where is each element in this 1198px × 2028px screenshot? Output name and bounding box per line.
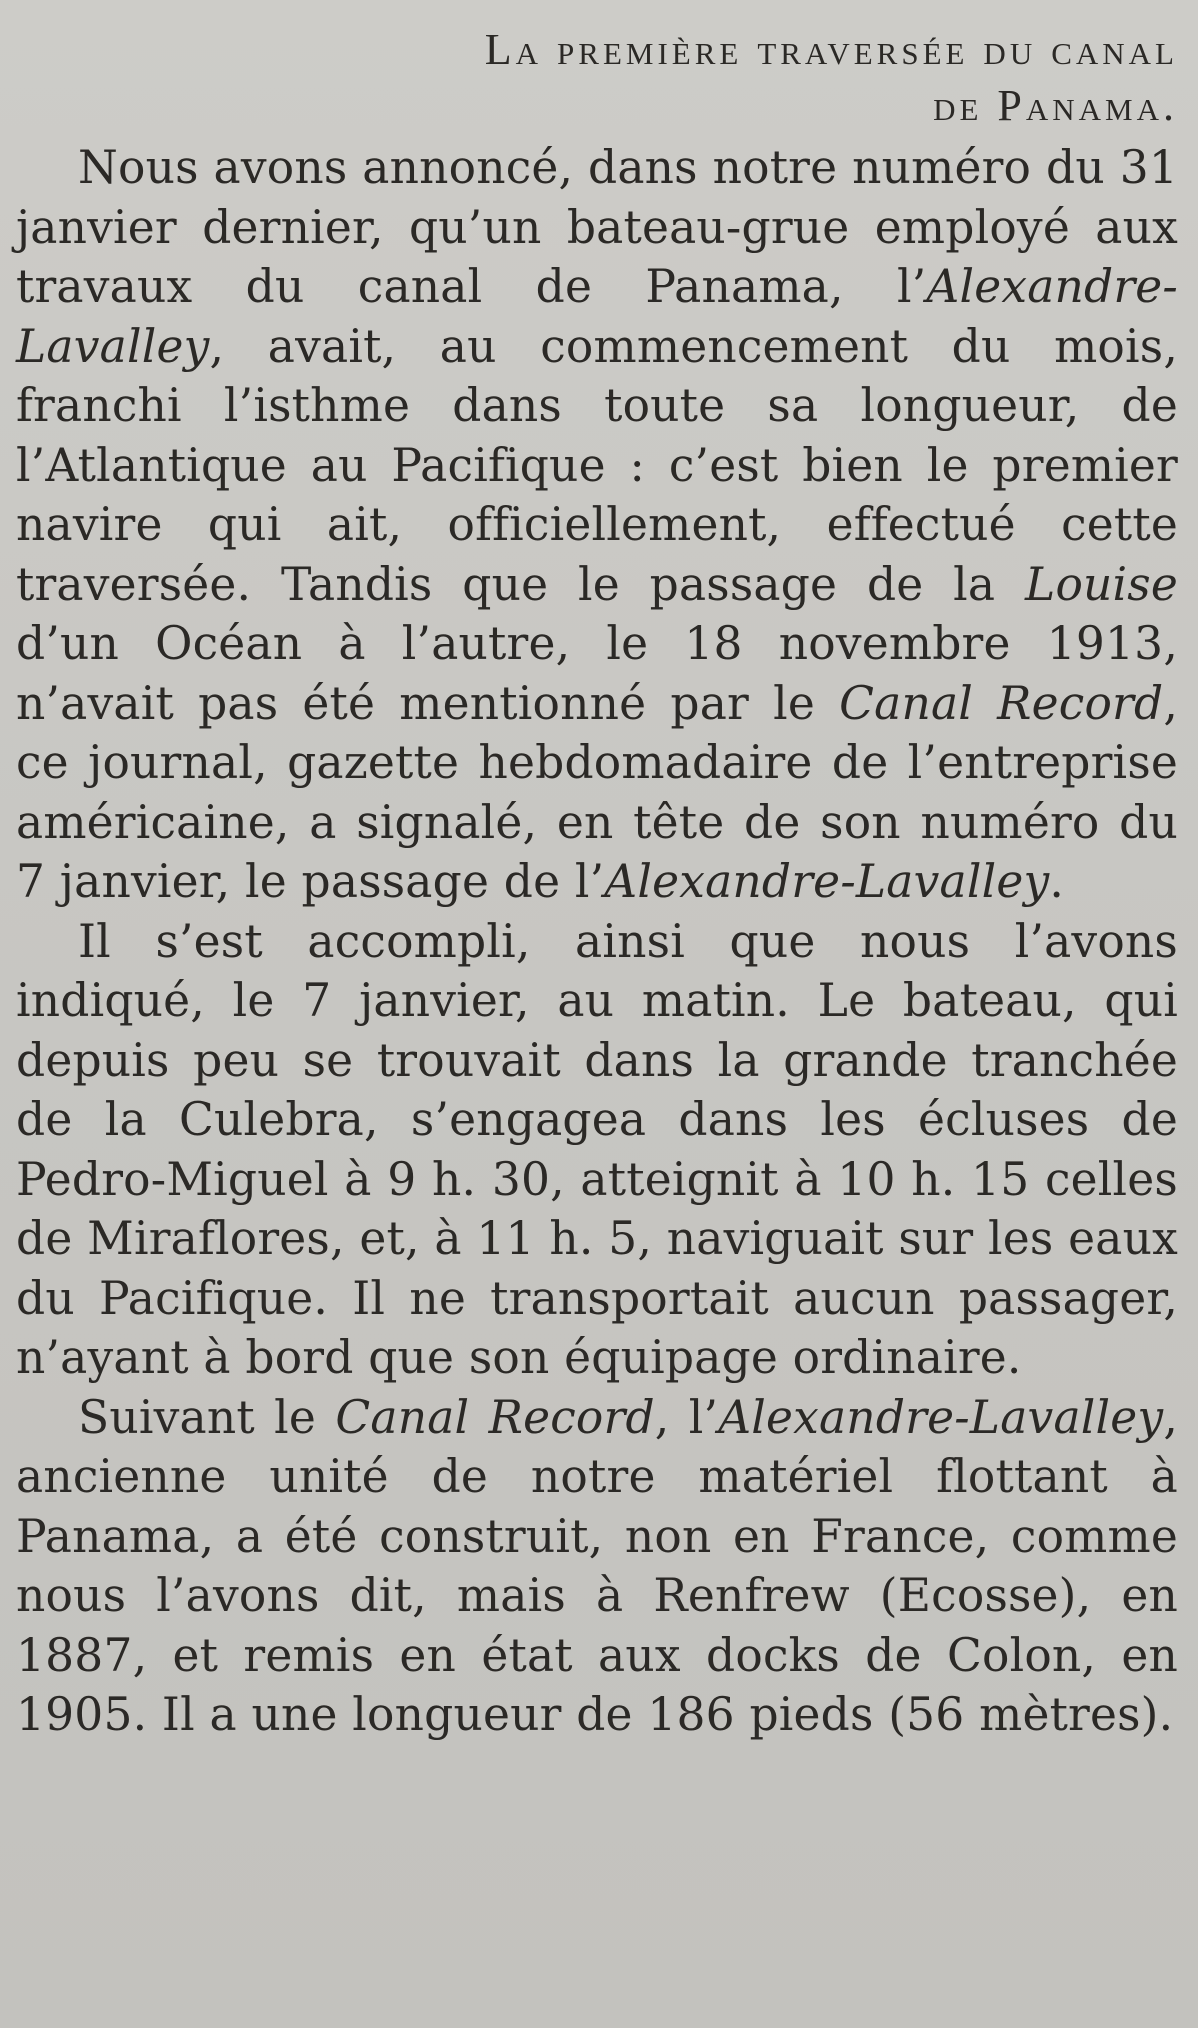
p1-text-2: , avait, au commencement du mois, franchi l’isthme dans toute sa longueur, de l’Atlantique au Pacifique : c’est bien le premier navire qui ait, officiellement, effectué cette traversée. Tandis que le passage de la — [16, 319, 1178, 611]
p1-text-1: Nous avons annoncé, dans notre numéro du 31 janvier dernier, qu’un bateau-grue employé aux travaux du canal de Panama, l’ — [16, 141, 1178, 313]
p1-italic-louise: Louise — [1025, 557, 1178, 611]
paragraph-2: Il s’est accompli, ainsi que nous l’avons indiqué, le 7 janvier, au matin. Le bateau, qui depuis peu se trouvait dans la grande tranchée de la Culebra, s’engagea dans les écluses de Pedro-Miguel à 9 h. 30, atteignit à 10 h. 15 celles de Miraflores, et, à 11 h. 5, naviguait sur les eaux du Pacifique. Il ne transportait aucun passager, n’ayant à bord que son équipage ordinaire. — [16, 914, 1178, 1384]
p3-text-3: , ancienne unité de notre matériel flottant à Panama, a été construit, non en France, comme nous l’avons dit, mais à Renfrew (Ecosse), en 1887, et remis en état aux docks de Colon, en 1905. Il a une longueur de 186 pieds (56 mètres). — [16, 1390, 1178, 1741]
p3-italic-ship-name: Alexandre-Lavalley — [718, 1390, 1164, 1444]
paragraph-3 — [16, 1388, 1178, 1745]
p3-text-2: , l’ — [654, 1390, 719, 1444]
article-title — [16, 22, 1178, 134]
paragraph-1 — [16, 138, 1178, 912]
p1-italic-ship-name-2: Alexandre-Lavalley — [604, 855, 1050, 908]
p1-italic-ship-name: Alexandre-Lavalley — [16, 260, 1178, 373]
title-line-2: de Panama. — [933, 81, 1178, 130]
p1-text-3: d’un Océan à l’autre, le 18 novembre 1913, n’avait pas été mentionné par le — [16, 617, 1178, 730]
p1-text-4: , ce journal, gazette hebdomadaire de l’entreprise américaine, a signalé, en tête de son numéro du 7 janvier, le passage de l’ — [16, 676, 1178, 908]
p3-text-1: Suivant le — [78, 1390, 336, 1444]
p3-italic-canal-record: Canal Record — [335, 1390, 655, 1444]
p1-text-5: . — [1049, 855, 1065, 908]
title-line-1: La première traversée du canal — [484, 25, 1178, 74]
p1-italic-canal-record: Canal Record — [839, 676, 1164, 730]
